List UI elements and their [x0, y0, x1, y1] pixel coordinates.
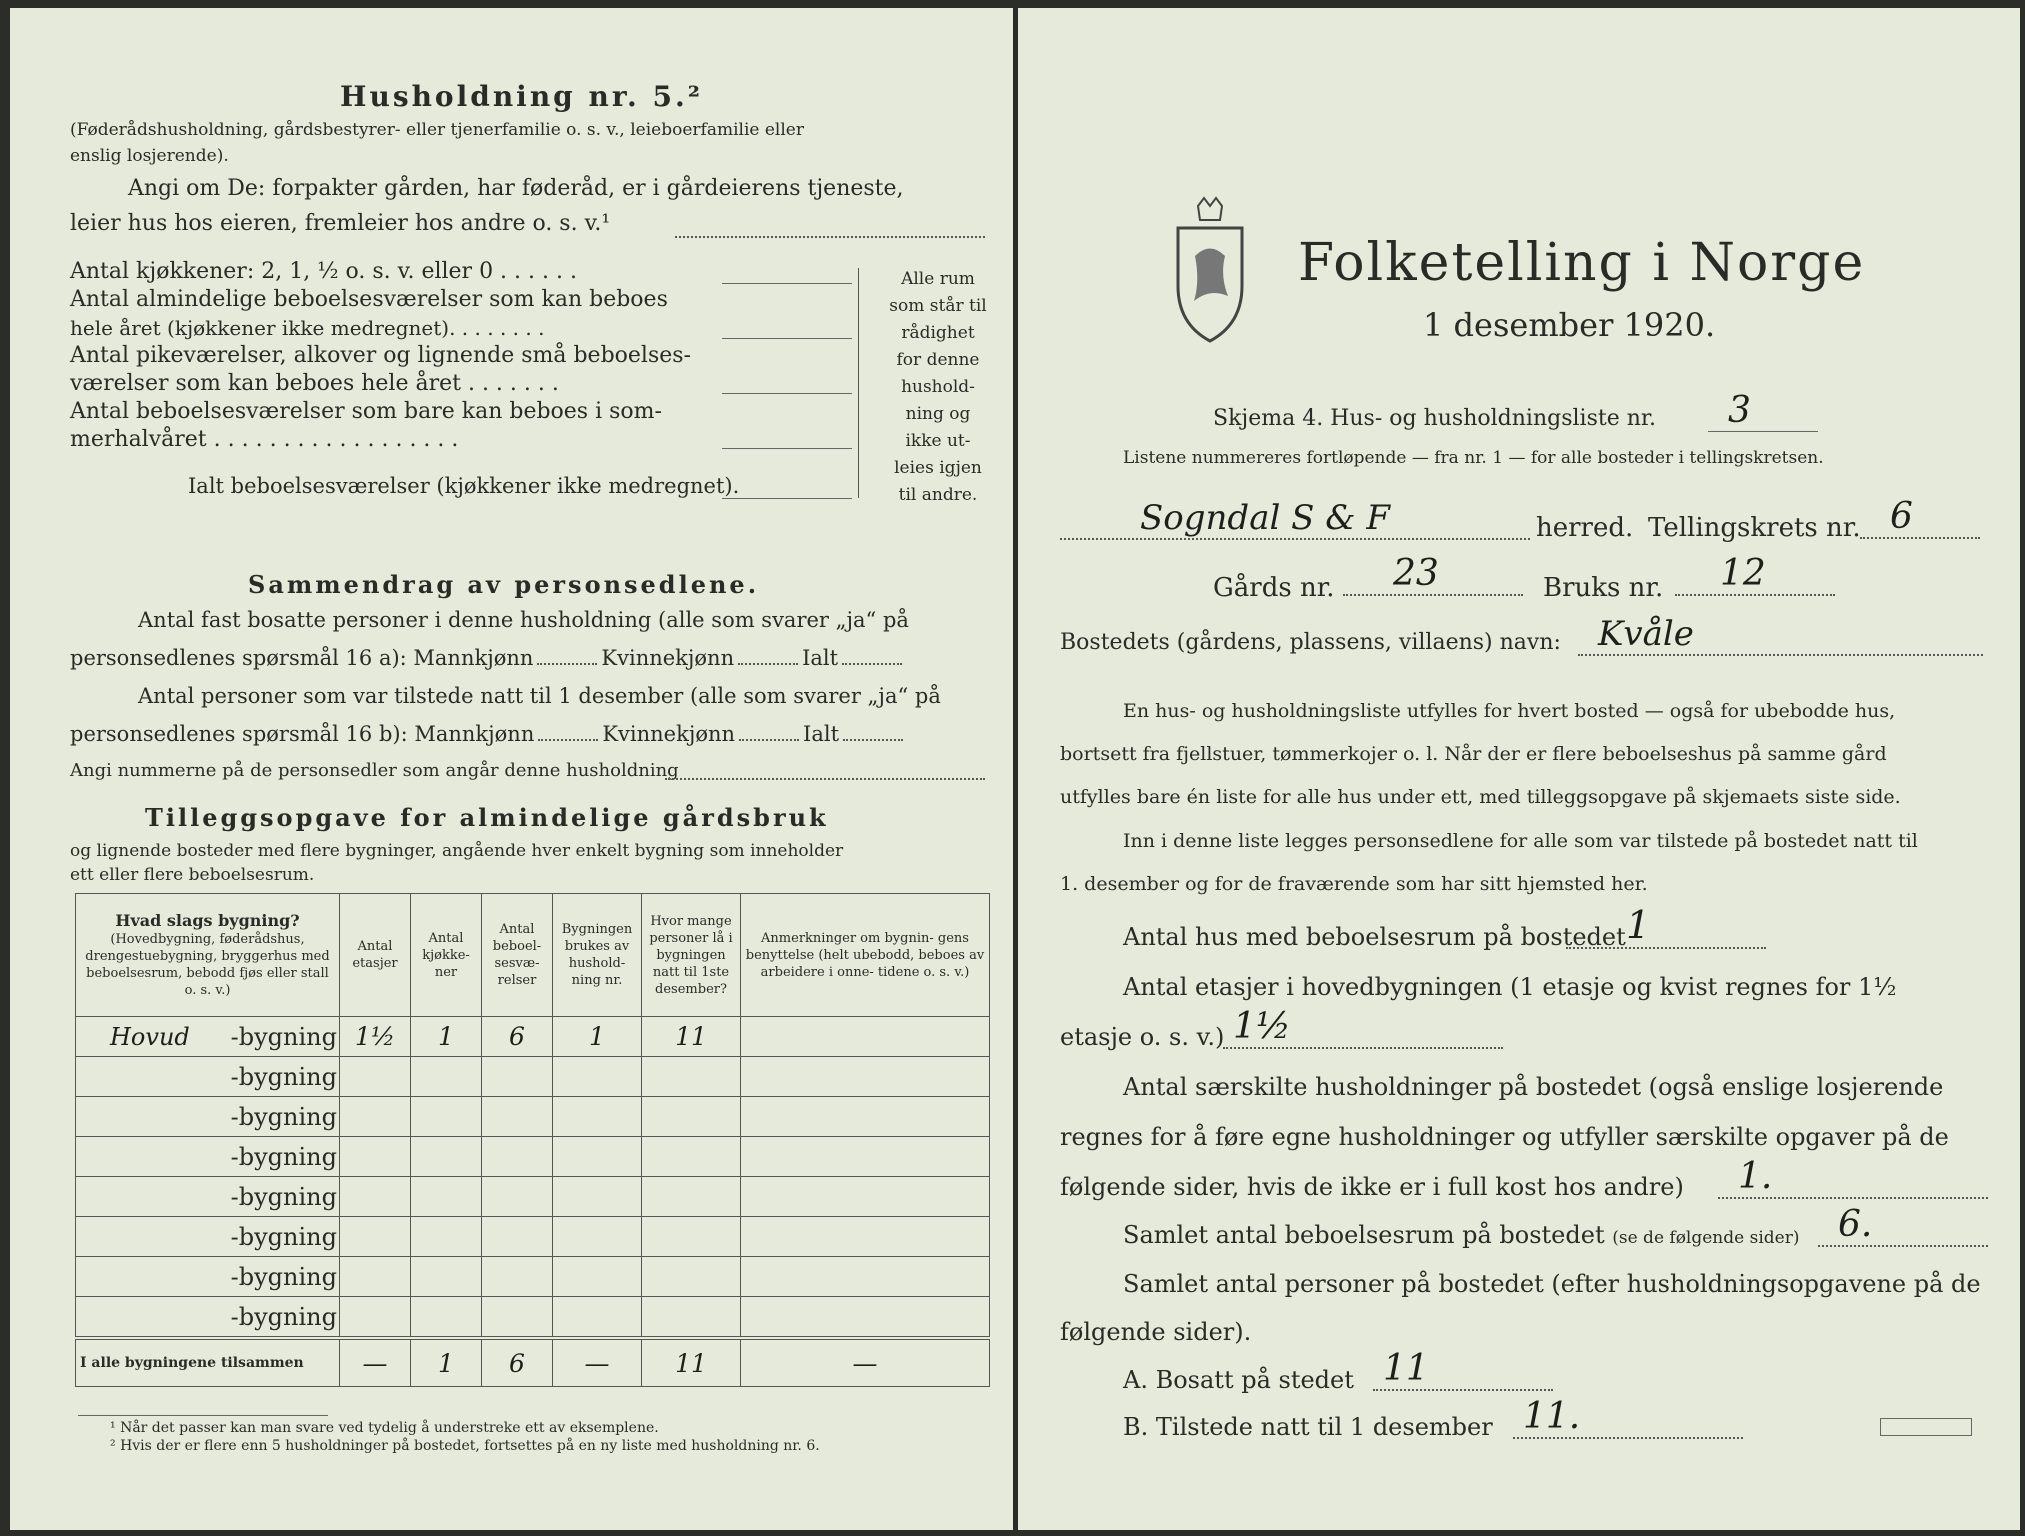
col-header-type: [76, 894, 340, 1017]
sammendrag-title: Sammendrag av personsedlene.: [248, 570, 760, 599]
table-row: [76, 1297, 990, 1339]
total-vaerelser: 6: [482, 1338, 553, 1387]
ialt-rooms: Ialt beboelsesværelser (kjøkkener ikke medregnet).: [188, 474, 740, 498]
herred-label: herred.: [1536, 513, 1634, 543]
sammendrag-2b-label: personsedlenes spørsmål 16 b): Mannkjønn: [70, 722, 535, 746]
footnote-2: ² Hvis der er flere enn 5 husholdninger på bostedet, fortsettes på en ny liste med husholdning nr. 6.: [110, 1438, 820, 1454]
fill-line: [722, 448, 852, 449]
total-anm: —: [741, 1338, 990, 1387]
building-cell: [76, 1177, 340, 1217]
rooms-block: [70, 258, 730, 454]
cell-hush: [553, 1257, 642, 1297]
col-header-type-sub: (Hovedbygning, føderådshus, drengestuebygning, bryggerhus med beboelsesrum, bebodd fjøs eller stall o. s. v.): [85, 931, 330, 998]
ialt-label: Ialt: [803, 722, 840, 746]
samlet-rum-note: (se de følgende sider): [1612, 1228, 1800, 1248]
skjema-label: Skjema 4. Hus- og husholdningsliste nr.: [1213, 406, 1656, 431]
building-table: [75, 893, 990, 1387]
skjema-value: 3: [1708, 390, 1818, 432]
saer-line-2: regnes for å føre egne husholdninger og utfyller særskilte opgaver på de: [1060, 1123, 1949, 1151]
cell-hush: [553, 1297, 642, 1339]
col-header-hush: Bygningen brukes av hushold- ning nr.: [553, 894, 642, 1017]
total-etasjer: —: [340, 1338, 411, 1387]
rooms-line: Antal kjøkkener: 2, 1, ½ o. s. v. eller 0 . . . . . .: [70, 259, 577, 284]
sammendrag-2a: Antal personer som var tilstede natt til 1 desember (alle som svarer „ja“ på: [138, 684, 941, 708]
cell-vaerelser: [482, 1057, 553, 1097]
bosatt-label: A. Bosatt på stedet: [1123, 1366, 1354, 1394]
fill-line: [722, 338, 852, 339]
tillegg-title: Tilleggsopgave for almindelige gårdsbruk: [145, 803, 829, 832]
col-header-kjokken: Antal kjøkke- ner: [411, 894, 482, 1017]
building-cell: [76, 1097, 340, 1137]
cell-kjokken: [411, 1177, 482, 1217]
total-kjokken: 1: [411, 1338, 482, 1387]
col-header-etasjer: Antal etasjer: [340, 894, 411, 1017]
table-row: [76, 1017, 990, 1057]
sammendrag-2b: [70, 722, 903, 746]
building-cell: [76, 1137, 340, 1177]
cell-etasjer: [340, 1137, 411, 1177]
krets-value: 6: [1860, 496, 1980, 539]
instr-1c: utfylles bare én liste for alle hus under ett, med tilleggsopgave på skjemaets siste side.: [1060, 786, 1901, 808]
cell-anm: [741, 1097, 990, 1137]
cell-kjokken: [411, 1137, 482, 1177]
col-header-vaerelser: Antal beboel- sesvæ- relser: [482, 894, 553, 1017]
brace: [858, 268, 861, 498]
instr-2a: Inn i denne liste legges personsedlene for alle som var tilstede på bostedet natt til: [1123, 830, 1918, 852]
cell-anm: [741, 1257, 990, 1297]
cell-personer: [642, 1057, 741, 1097]
side-note: [878, 266, 998, 509]
table-row: [76, 1217, 990, 1257]
side-note-line: ning og: [905, 404, 971, 424]
etasjer-line-1: Antal etasjer i hovedbygningen (1 etasje og kvist regnes for 1½: [1123, 973, 1897, 1001]
etasjer-line-2: etasje o. s. v.): [1060, 1023, 1225, 1051]
cell-kjokken: [411, 1257, 482, 1297]
fill-line: [722, 393, 852, 394]
cell-etasjer: [340, 1257, 411, 1297]
cell-personer: [642, 1177, 741, 1217]
instr-1b: bortsett fra fjellstuer, tømmerkojer o. l. Når der er flere beboelseshus på samme gård: [1060, 743, 1887, 765]
cell-etasjer: [340, 1217, 411, 1257]
tilstede-label: B. Tilstede natt til 1 desember: [1123, 1413, 1493, 1441]
gards-label: Gårds nr.: [1213, 573, 1335, 603]
hus-label: Antal hus med beboelsesrum på bostedet: [1123, 923, 1626, 951]
samlet-pers-line-1: Samlet antal personer på bostedet (efter husholdningsopgavene på de: [1123, 1270, 1981, 1298]
census-title: Folketelling i Norge: [1298, 233, 1866, 293]
ialt-label: Ialt: [802, 646, 839, 670]
gards-value: 23: [1343, 553, 1523, 596]
cell-kjokken: [411, 1217, 482, 1257]
building-cell: [76, 1257, 340, 1297]
rooms-line: merhalvåret . . . . . . . . . . . . . . . . . .: [70, 427, 459, 452]
bygning-label: -bygning: [230, 1142, 337, 1171]
samlet-rum-label: Samlet antal beboelsesrum på bostedet: [1123, 1221, 1605, 1249]
bosatt-value: 11: [1373, 1348, 1553, 1391]
bygning-label: -bygning: [230, 1302, 337, 1331]
total-hush: —: [553, 1338, 642, 1387]
table-row: [76, 1177, 990, 1217]
cell-vaerelser: [482, 1297, 553, 1339]
cell-kjokken: [411, 1097, 482, 1137]
cell-personer: [642, 1297, 741, 1339]
coat-of-arms-icon: [1170, 196, 1250, 346]
right-page: [1018, 8, 2020, 1530]
cell-personer: 11: [642, 1017, 741, 1057]
cell-anm: [741, 1217, 990, 1257]
footnote-1: ¹ Når det passer kan man svare ved tydelig å understreke ett av eksemplene.: [110, 1420, 659, 1436]
total-label: I alle bygningene tilsammen: [76, 1338, 340, 1387]
angi-fill-line: [675, 236, 985, 238]
cell-vaerelser: [482, 1257, 553, 1297]
fill-line: [665, 778, 985, 780]
bosted-value: Kvåle: [1578, 614, 1983, 656]
building-cell: [76, 1297, 340, 1339]
cell-hush: [553, 1217, 642, 1257]
bruks-value: 12: [1675, 553, 1835, 596]
cell-hush: 1: [553, 1017, 642, 1057]
bygning-label: -bygning: [230, 1022, 337, 1051]
fill-line: [722, 498, 852, 499]
cell-kjokken: [411, 1057, 482, 1097]
bosted-label: Bostedets (gårdens, plassens, villaens) navn:: [1060, 630, 1561, 655]
side-note-line: som står til: [889, 296, 987, 316]
table-row: [76, 1137, 990, 1177]
bygning-label: -bygning: [230, 1102, 337, 1131]
intro-line-2: enslig losjerende).: [70, 146, 229, 166]
cell-hush: [553, 1177, 642, 1217]
herred-value: Sogndal S & F: [1060, 498, 1530, 540]
cell-hush: [553, 1097, 642, 1137]
building-name: Hovud: [110, 1022, 190, 1051]
cell-etasjer: [340, 1297, 411, 1339]
samlet-rum-line: [1123, 1221, 1799, 1249]
cell-anm: [741, 1057, 990, 1097]
building-cell: [76, 1057, 340, 1097]
col-header-personer: Hvor mange personer lå i bygningen natt til 1ste desember?: [642, 894, 741, 1017]
side-note-line: ikke ut-: [905, 431, 971, 451]
saer-line-3: følgende sider, hvis de ikke er i full kost hos andre): [1060, 1173, 1684, 1201]
angi-line-2: leier hus hos eieren, fremleier hos andre o. s. v.¹: [70, 211, 611, 236]
intro-line-1: (Føderådshusholdning, gårdsbestyrer- eller tjenerfamilie o. s. v., leieboerfamilie eller: [70, 120, 804, 140]
col-header-type-title: Hvad slags bygning?: [115, 910, 300, 930]
side-note-line: Alle rum: [901, 269, 975, 289]
left-page: [10, 8, 1013, 1530]
table-row: [76, 1257, 990, 1297]
side-note-line: rådighet: [901, 323, 975, 343]
household-title: Husholdning nr. 5.²: [340, 80, 704, 113]
cell-anm: [741, 1177, 990, 1217]
cell-hush: [553, 1137, 642, 1177]
rooms-line: Antal almindelige beboelsesværelser som kan beboes: [70, 287, 668, 312]
rooms-line: Antal beboelsesværelser som bare kan beboes i som-: [70, 399, 662, 424]
total-personer: 11: [642, 1338, 741, 1387]
instr-1a: En hus- og husholdningsliste utfylles for hvert bosted — også for ubebodde hus,: [1123, 700, 1896, 722]
hus-value: 1: [1566, 903, 1766, 949]
bygning-label: -bygning: [230, 1062, 337, 1091]
table-header-row: [76, 894, 990, 1017]
footnote-rule: [78, 1415, 328, 1416]
rooms-line: Antal pikeværelser, alkover og lignende små beboelses-: [70, 343, 691, 368]
table-total-row: [76, 1338, 990, 1387]
sammendrag-1a: Antal fast bosatte personer i denne husholdning (alle som svarer „ja“ på: [138, 608, 909, 632]
cell-anm: [741, 1297, 990, 1339]
cell-etasjer: [340, 1057, 411, 1097]
angi-nummerne: Angi nummerne på de personsedler som angår denne husholdning: [70, 760, 679, 781]
cell-etasjer: [340, 1177, 411, 1217]
instr-2b: 1. desember og for de fraværende som har sitt hjemsted her.: [1060, 873, 1648, 895]
rooms-line: hele året (kjøkkener ikke medregnet). . . . . . . .: [70, 316, 545, 340]
samlet-pers-line-2: følgende sider).: [1060, 1318, 1252, 1346]
cell-vaerelser: [482, 1217, 553, 1257]
side-note-line: for denne: [896, 350, 980, 370]
cell-vaerelser: [482, 1097, 553, 1137]
cell-anm: [741, 1017, 990, 1057]
sammendrag-1b-label: personsedlenes spørsmål 16 a): Mannkjønn: [70, 646, 534, 670]
census-date: 1 desember 1920.: [1423, 306, 1716, 344]
krets-label: Tellingskrets nr.: [1648, 513, 1861, 543]
bygning-label: -bygning: [230, 1262, 337, 1291]
building-cell: [76, 1217, 340, 1257]
cell-hush: [553, 1057, 642, 1097]
saer-line-1: Antal særskilte husholdninger på bostedet (også enslige losjerende: [1123, 1073, 1944, 1101]
cell-vaerelser: [482, 1137, 553, 1177]
col-header-anm: Anmerkninger om bygnin- gens benyttelse (helt ubebodd, beboes av arbeidere i onne- tidene o. s. v.): [741, 894, 990, 1017]
kvinne-label: Kvinnekjønn: [601, 646, 735, 670]
cell-anm: [741, 1137, 990, 1177]
saer-value: 1.: [1718, 1156, 1988, 1199]
cell-vaerelser: 6: [482, 1017, 553, 1057]
table-row: [76, 1057, 990, 1097]
bygning-label: -bygning: [230, 1182, 337, 1211]
angi-line-1: Angi om De: forpakter gården, har føderåd, er i gårdeierens tjeneste,: [128, 176, 904, 201]
cell-etasjer: [340, 1097, 411, 1137]
bygning-label: -bygning: [230, 1222, 337, 1251]
kvinne-label: Kvinnekjønn: [602, 722, 736, 746]
side-note-line: leies igjen: [894, 458, 982, 478]
bruks-label: Bruks nr.: [1543, 573, 1664, 603]
printer-stamp: [1880, 1418, 1972, 1436]
tilstede-value: 11.: [1513, 1396, 1743, 1439]
samlet-rum-value: 6.: [1818, 1204, 1988, 1247]
tillegg-line-1: og lignende bosteder med flere bygninger, angående hver enkelt bygning som inneholder: [70, 841, 844, 861]
building-cell: [76, 1017, 340, 1057]
cell-personer: [642, 1097, 741, 1137]
table-row: [76, 1097, 990, 1137]
cell-etasjer: 1½: [340, 1017, 411, 1057]
fill-line: [722, 283, 852, 284]
cell-personer: [642, 1257, 741, 1297]
rooms-line: værelser som kan beboes hele året . . . . . . .: [70, 371, 559, 396]
side-note-line: hushold-: [901, 377, 975, 397]
sammendrag-1b: [70, 646, 902, 670]
cell-personer: [642, 1217, 741, 1257]
cell-kjokken: 1: [411, 1017, 482, 1057]
tillegg-line-2: ett eller flere beboelsesrum.: [70, 865, 315, 885]
side-note-line: til andre.: [898, 485, 978, 505]
cell-kjokken: [411, 1297, 482, 1339]
cell-vaerelser: [482, 1177, 553, 1217]
listene-note: Listene nummereres fortløpende — fra nr. 1 — for alle bosteder i tellingskretsen.: [1123, 448, 1824, 468]
cell-personer: [642, 1137, 741, 1177]
etasjer-value: 1½: [1223, 1006, 1503, 1049]
